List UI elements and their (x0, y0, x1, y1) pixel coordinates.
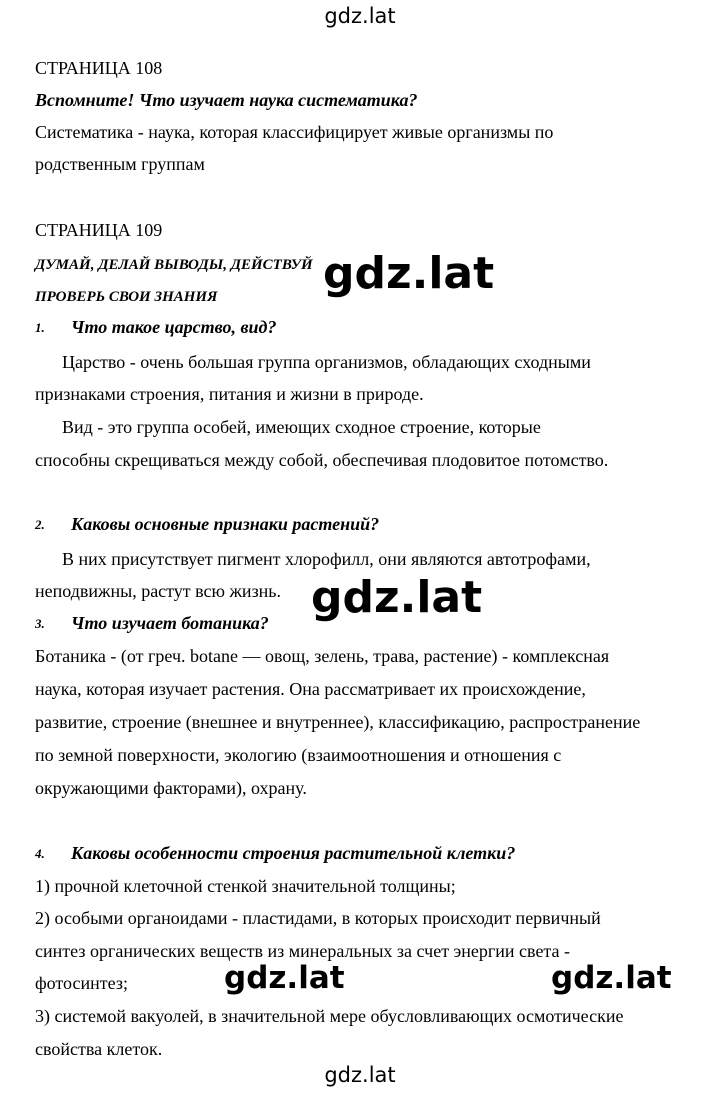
answer-line: Царство - очень большая группа организмов, обладающих сходными (62, 352, 591, 372)
page-108-answer-line: Систематика - наука, которая классифицирует живые организмы по (35, 122, 554, 142)
question-1: Что такое царство, вид? (71, 317, 277, 337)
answer-line: окружающими факторами), охрану. (35, 778, 307, 798)
answer-line: признаками строения, питания и жизни в природе. (35, 384, 424, 404)
section-heading-think: ДУМАЙ, ДЕЛАЙ ВЫВОДЫ, ДЕЙСТВУЙ (35, 257, 313, 273)
answer-line: синтез органических веществ из минеральных за счет энергии света - (35, 941, 570, 961)
answer-line: свойства клеток. (35, 1039, 163, 1059)
answer-line: по земной поверхности, экологию (взаимоотношения и отношения с (35, 745, 562, 765)
answer-line: В них присутствует пигмент хлорофилл, они являются автотрофами, (62, 549, 591, 569)
answer-line: неподвижны, растут всю жизнь. (35, 581, 282, 601)
question-number: 2. (35, 517, 45, 532)
page-108-heading: СТРАНИЦА 108 (35, 58, 163, 78)
watermark-overlay: gdz.lat (323, 248, 495, 299)
question-number: 3. (35, 616, 45, 631)
section-heading-check: ПРОВЕРЬ СВОИ ЗНАНИЯ (35, 289, 218, 305)
watermark-overlay: gdz.lat (551, 960, 672, 996)
question-number: 4. (35, 846, 45, 861)
answer-line: способны скрещиваться между собой, обеспечивая плодовитое потомство. (35, 450, 609, 470)
page-108-answer-line: родственным группам (35, 154, 205, 174)
question-3: Что изучает ботаника? (71, 613, 269, 633)
answer-line: 3) системой вакуолей, в значительной мере обусловливающих осмотические (35, 1006, 624, 1026)
answer-line: Ботаника - (от греч. botane — овощ, зелень, трава, растение) - комплексная (35, 646, 610, 666)
page-109-heading: СТРАНИЦА 109 (35, 220, 163, 240)
watermark-bottom: gdz.lat (324, 1063, 396, 1087)
answer-line: развитие, строение (внешнее и внутреннее), классификацию, распространение (35, 712, 641, 732)
answer-line: 2) особыми органоидами - пластидами, в которых происходит первичный (35, 908, 601, 928)
answer-line: Вид - это группа особей, имеющих сходное строение, которые (62, 417, 541, 437)
answer-line: наука, которая изучает растения. Она рассматривает их происхождение, (35, 679, 586, 699)
page-108-question: Вспомните! Что изучает наука систематика? (35, 90, 418, 110)
watermark-overlay: gdz.lat (311, 572, 483, 623)
question-number: 1. (35, 320, 45, 335)
question-2: Каковы основные признаки растений? (71, 514, 380, 534)
watermark-top: gdz.lat (324, 4, 396, 28)
answer-line: фотосинтез; (35, 973, 128, 993)
question-4: Каковы особенности строения растительной клетки? (71, 843, 516, 863)
watermark-overlay: gdz.lat (224, 960, 345, 996)
answer-line: 1) прочной клеточной стенкой значительной толщины; (35, 876, 456, 896)
